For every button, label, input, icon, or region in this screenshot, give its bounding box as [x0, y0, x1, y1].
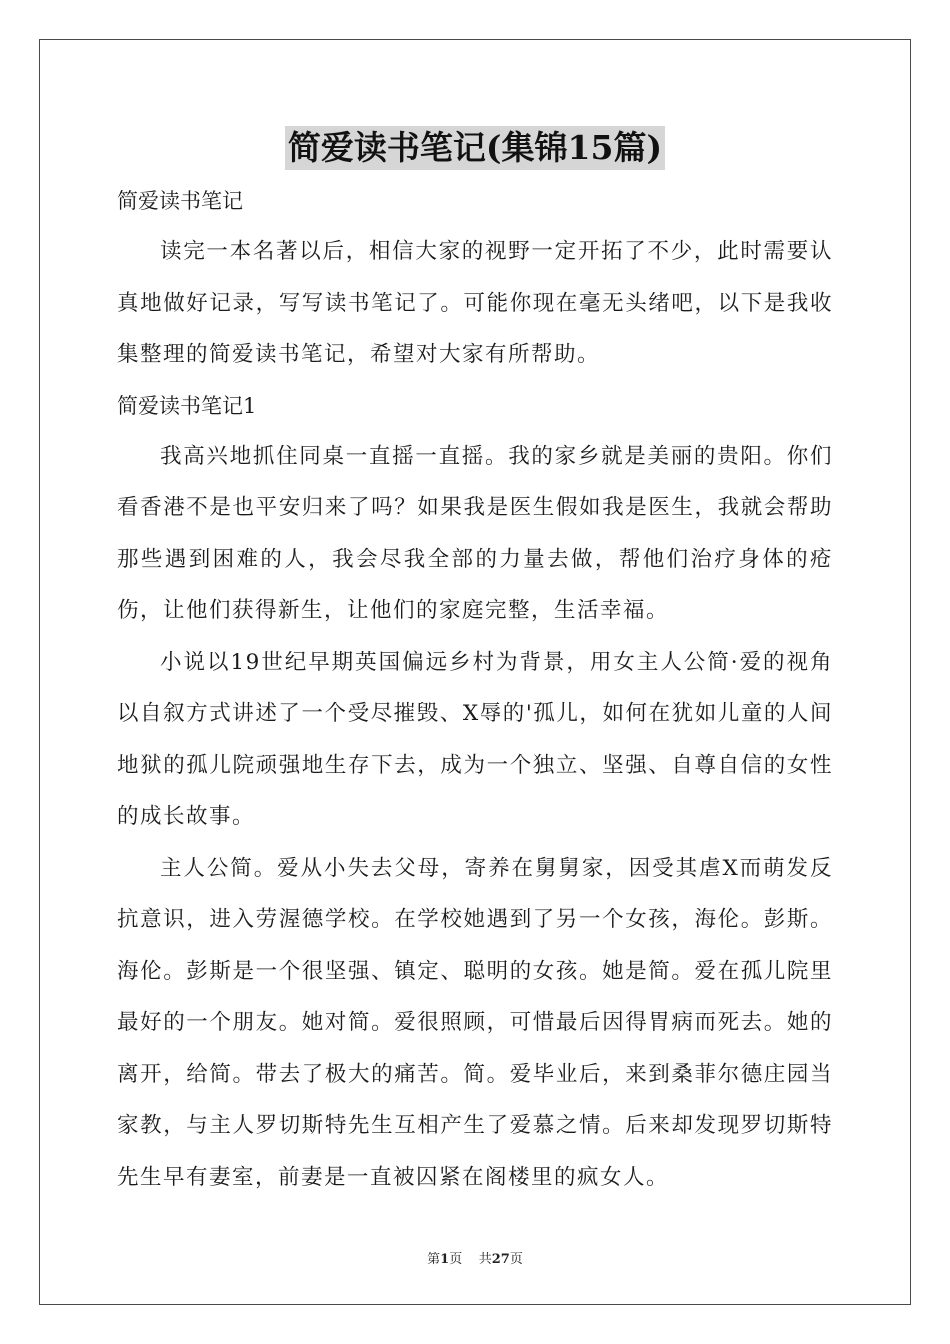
document-title: 简爱读书笔记(集锦15篇)	[285, 126, 665, 170]
section-heading: 简爱读书笔记1	[117, 393, 257, 418]
paragraph: 主人公简。爱从小失去父母，寄养在舅舅家，因受其虐X而萌发反抗意识，进入劳渥德学校。在学校她遇到了另一个女孩，海伦。彭斯。海伦。彭斯是一个很坚强、镇定、聪明的女孩。她是简。爱在孤儿院里最好的一个朋友。她对简。爱很照顾，可惜最后因得胃病而死去。她的离开，给简。带去了极大的痛苦。简。爱毕业后，来到桑菲尔德庄园当家教，与主人罗切斯特先生互相产生了爱慕之情。后来却发现罗切斯特先生早有妻室，前妻是一直被囚紧在阁楼里的疯女人。	[117, 855, 833, 1190]
total-suffix: 页	[509, 1252, 523, 1267]
page-suffix: 页	[449, 1252, 463, 1267]
section-heading: 简爱读书笔记	[117, 189, 243, 213]
page-footer	[0, 1248, 950, 1267]
title-container	[0, 126, 950, 170]
paragraph: 小说以19世纪早期英国偏远乡村为背景，用女主人公简·爱的视角以自叙方式讲述了一个受尽摧毁、X辱的'孤儿，如何在犹如儿童的人间地狱的孤儿院顽强地生存下去，成为一个独立、坚强、自尊自信的女性的成长故事。	[117, 649, 833, 829]
total-prefix: 共	[478, 1252, 492, 1267]
total-pages: 27	[491, 1252, 510, 1267]
paragraph: 我高兴地抓住同桌一直摇一直摇。我的家乡就是美丽的贵阳。你们看香港不是也平安归来了吗？如果我是医生假如我是医生，我就会帮助那些遇到困难的人，我会尽我全部的力量去做，帮他们治疗身体的疮伤，让他们获得新生，让他们的家庭完整，生活幸福。	[117, 443, 833, 623]
page-prefix: 第	[427, 1252, 441, 1267]
document-body	[117, 176, 833, 1203]
paragraph: 读完一本名著以后，相信大家的视野一定开拓了不少，此时需要认真地做好记录，写写读书笔记了。可能你现在毫无头绪吧，以下是我收集整理的简爱读书笔记，希望对大家有所帮助。	[117, 239, 833, 367]
page-number: 1	[440, 1252, 450, 1267]
